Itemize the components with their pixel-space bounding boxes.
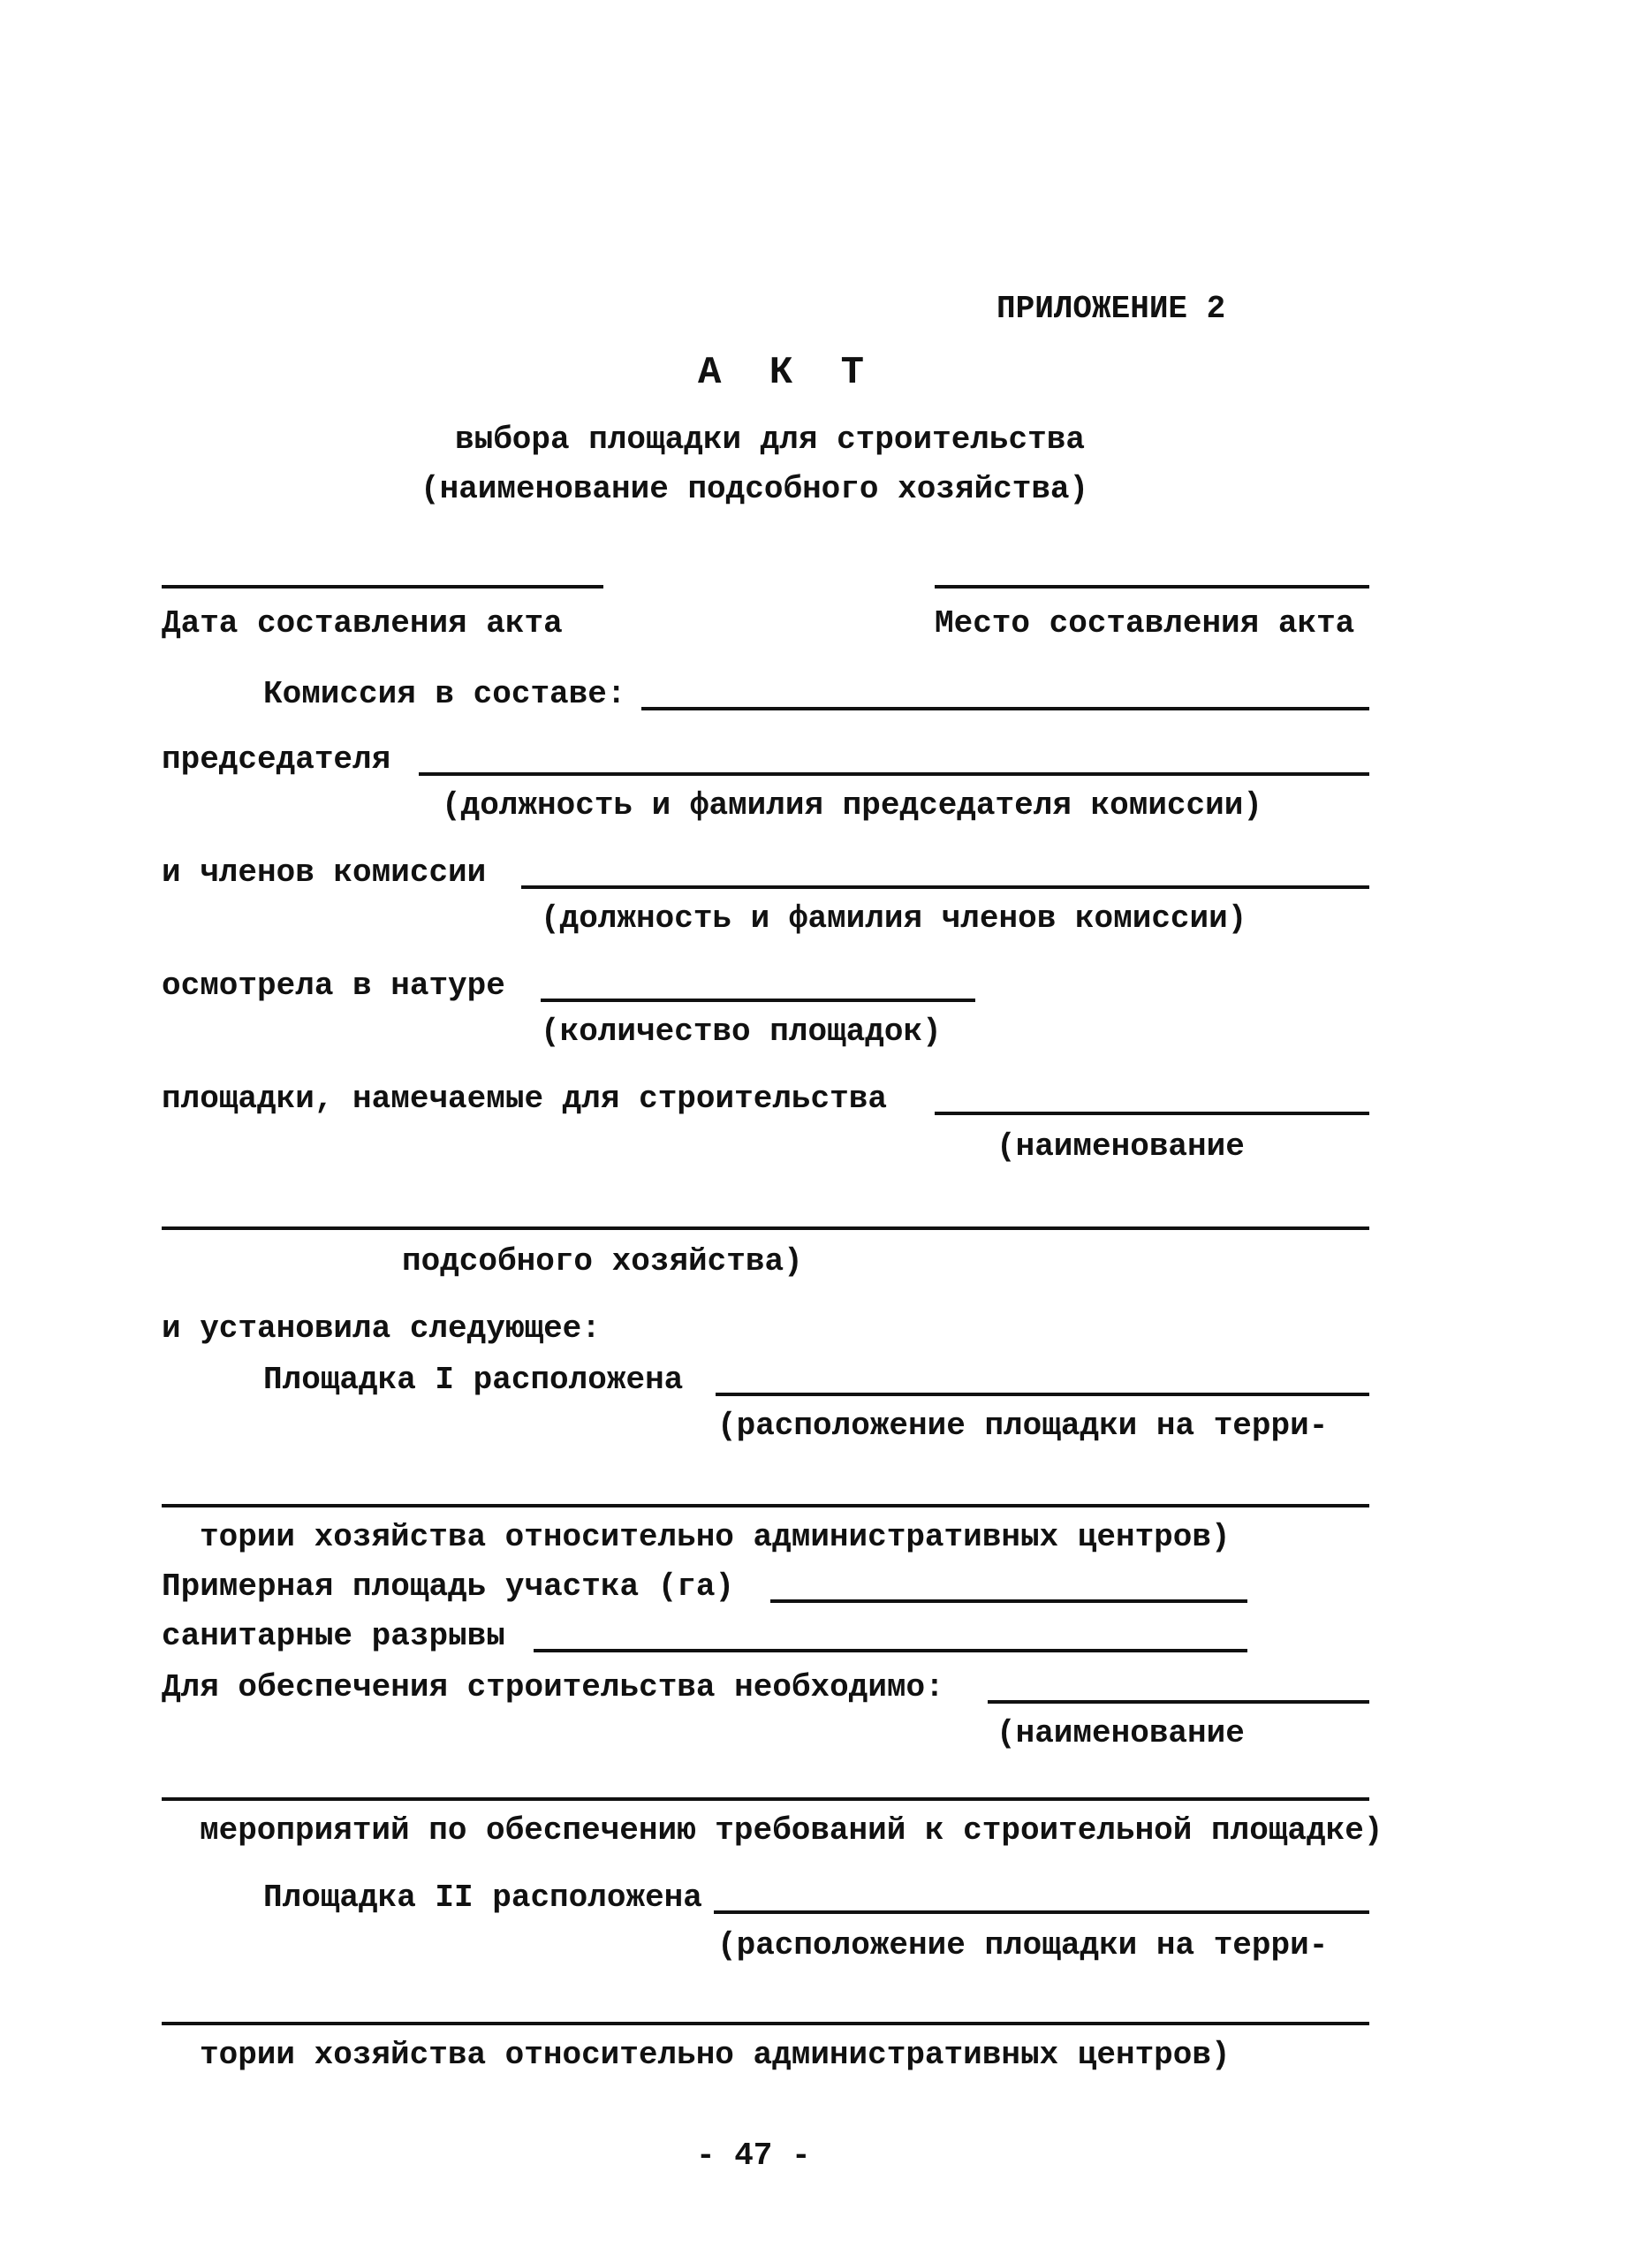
site2-hint-2: тории хозяйства относительно административных центров) (200, 2037, 1231, 2073)
established-label: и установила следующее: (162, 1310, 601, 1347)
site2-label: Площадка II расположена (263, 1880, 702, 1916)
sites-label: площадки, намечаемые для строительства (162, 1081, 887, 1117)
site2-field-line-2[interactable] (162, 2022, 1369, 2025)
sites-hint-2: подсобного хозяйства) (402, 1243, 803, 1280)
inspected-hint: (количество площадок) (541, 1014, 942, 1050)
site2-field-line[interactable] (714, 1910, 1369, 1914)
page-number: - 47 - (696, 2138, 811, 2174)
sites-field-line-2[interactable] (162, 1226, 1369, 1230)
sites-hint-1: (наименование (997, 1128, 1245, 1165)
site1-hint-2: тории хозяйства относительно административных центров) (200, 1519, 1231, 1555)
provision-label: Для обеспечения строительства необходимо: (162, 1669, 944, 1705)
sites-field-line[interactable] (935, 1112, 1369, 1115)
provision-field-line[interactable] (988, 1700, 1369, 1704)
site1-label: Площадка I расположена (263, 1362, 684, 1398)
inspected-field-line[interactable] (541, 999, 975, 1002)
inspected-label: осмотрела в натуре (162, 968, 505, 1004)
chairman-field-line[interactable] (419, 772, 1369, 776)
chairman-hint: (должность и фамилия председателя комиссии) (442, 787, 1262, 824)
document-subtitle: выбора площадки для строительства (455, 421, 1085, 458)
site1-field-line[interactable] (716, 1393, 1369, 1396)
members-field-line[interactable] (521, 885, 1369, 889)
place-field-line[interactable] (935, 585, 1369, 589)
site1-hint-1: (расположение площадки на терри- (717, 1408, 1329, 1444)
area-label: Примерная площадь участка (га) (162, 1568, 735, 1605)
date-label: Дата составления акта (162, 605, 563, 642)
provision-field-line-2[interactable] (162, 1797, 1369, 1801)
provision-hint-2: мероприятий по обеспечению требований к строительной площадке) (200, 1812, 1383, 1849)
document-title: А К Т (698, 351, 877, 395)
document-subtitle-hint: (наименование подсобного хозяйства) (421, 471, 1089, 507)
date-field-line[interactable] (162, 585, 603, 589)
site2-hint-1: (расположение площадки на терри- (717, 1927, 1329, 1963)
chairman-label: председателя (162, 741, 391, 778)
commission-label: Комиссия в составе: (263, 676, 626, 712)
commission-field-line[interactable] (641, 707, 1369, 710)
site1-field-line-2[interactable] (162, 1504, 1369, 1507)
appendix-label: ПРИЛОЖЕНИЕ 2 (997, 291, 1226, 327)
area-field-line[interactable] (770, 1599, 1247, 1603)
sanitary-label: санитарные разрывы (162, 1618, 505, 1654)
members-hint: (должность и фамилия членов комиссии) (541, 900, 1247, 937)
place-label: Место составления акта (935, 605, 1355, 642)
members-label: и членов комиссии (162, 854, 487, 891)
sanitary-field-line[interactable] (534, 1649, 1247, 1652)
provision-hint-1: (наименование (997, 1715, 1245, 1751)
